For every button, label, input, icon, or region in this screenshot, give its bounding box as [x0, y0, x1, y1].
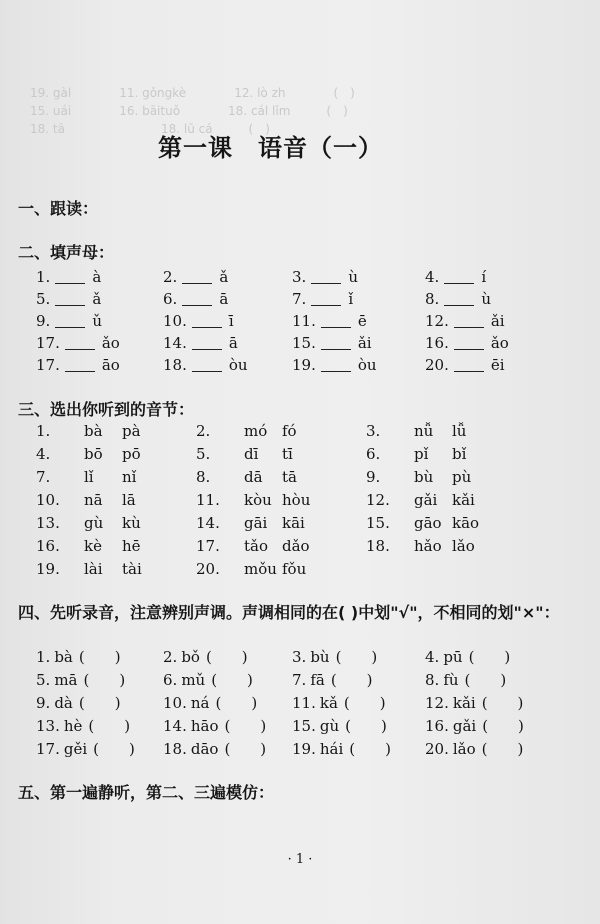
- item-number: 2.: [163, 268, 178, 286]
- answer-parentheses[interactable]: ( ): [88, 717, 131, 735]
- list-item: [163, 356, 288, 378]
- final-syllable: ǎ: [219, 268, 229, 286]
- tone-syllable: mǔ: [181, 671, 206, 689]
- section-heading-5: 五、第一遍静听，第二、三遍模仿：: [18, 783, 275, 802]
- tone-syllable: mā: [54, 671, 78, 689]
- tone-syllable: dà: [54, 694, 73, 712]
- item-number: 4.: [425, 268, 440, 286]
- item-number: 3.: [366, 422, 381, 440]
- section-heading-3: 三、选出你听到的音节：: [18, 400, 195, 419]
- syllable-option-b[interactable]: bǐ: [452, 445, 467, 463]
- syllable-option-a[interactable]: nǚ: [414, 422, 434, 440]
- syllable-option-b[interactable]: dǎo: [282, 537, 310, 555]
- item-number: 6.: [163, 290, 178, 308]
- item-number: 4.: [36, 445, 51, 463]
- list-item: [292, 715, 422, 737]
- answer-parentheses[interactable]: ( ): [343, 694, 386, 712]
- item-number: 17.: [196, 537, 220, 555]
- list-item: [425, 646, 555, 668]
- item-number: 13.: [36, 717, 60, 735]
- list-item: [36, 334, 161, 356]
- syllable-option-a[interactable]: gù: [84, 514, 104, 532]
- syllable-option-b[interactable]: lā: [122, 491, 136, 509]
- list-item: [36, 356, 161, 378]
- syllable-option-b[interactable]: fó: [282, 422, 297, 440]
- item-number: 13.: [36, 514, 60, 532]
- item-number: 1.: [36, 648, 51, 666]
- bleed-through-text: 18. tā 18. lū cá ( ): [30, 122, 270, 136]
- final-syllable: ǎi: [490, 312, 505, 330]
- list-item: [36, 268, 161, 290]
- syllable-option-a[interactable]: mǒu: [244, 560, 277, 578]
- item-number: 3.: [292, 268, 307, 286]
- answer-parentheses[interactable]: ( ): [464, 671, 507, 689]
- list-item: [36, 738, 166, 760]
- tone-syllable: hāo: [190, 717, 219, 735]
- item-number: 15.: [366, 514, 390, 532]
- answer-blank[interactable]: [311, 269, 341, 284]
- syllable-option-a[interactable]: bà: [84, 422, 103, 440]
- syllable-option-b[interactable]: kǎi: [452, 491, 475, 509]
- final-syllable: ǎi: [357, 334, 372, 352]
- item-number: 9.: [366, 468, 381, 486]
- list-item: [36, 491, 186, 513]
- list-item: [196, 514, 346, 536]
- item-number: 9.: [36, 694, 51, 712]
- tone-syllable: fù: [443, 671, 459, 689]
- answer-blank[interactable]: [454, 313, 484, 328]
- list-item: [163, 738, 293, 760]
- syllable-option-a[interactable]: dī: [244, 445, 259, 463]
- final-syllable: ǎ: [92, 290, 102, 308]
- page-title: 第一课 语音（一）: [158, 133, 383, 162]
- tone-syllable: lǎo: [452, 740, 476, 758]
- syllable-option-a[interactable]: kè: [84, 537, 102, 555]
- syllable-option-a[interactable]: gǎi: [414, 491, 438, 509]
- final-syllable: à: [92, 268, 102, 286]
- final-syllable: í: [481, 268, 487, 286]
- list-item: [292, 312, 417, 334]
- item-number: 18.: [366, 537, 390, 555]
- syllable-option-a[interactable]: gāi: [244, 514, 268, 532]
- item-number: 2.: [196, 422, 211, 440]
- list-item: [36, 537, 186, 559]
- syllable-option-b[interactable]: hòu: [282, 491, 311, 509]
- list-item: [36, 692, 166, 714]
- item-number: 4.: [425, 648, 440, 666]
- final-syllable: ǐ: [348, 290, 354, 308]
- syllable-option-a[interactable]: kòu: [244, 491, 272, 509]
- answer-parentheses[interactable]: ( ): [345, 717, 387, 735]
- syllable-option-b[interactable]: tā: [282, 468, 297, 486]
- final-syllable: ǔ: [92, 312, 102, 330]
- syllable-option-a[interactable]: hǎo: [414, 537, 442, 555]
- item-number: 12.: [425, 694, 449, 712]
- list-item: [425, 268, 550, 290]
- answer-blank[interactable]: [454, 335, 484, 350]
- page-number: · 1 ·: [287, 852, 313, 867]
- list-item: [292, 669, 422, 691]
- final-syllable: òu: [357, 356, 377, 374]
- item-number: 17.: [36, 356, 60, 374]
- list-item: [196, 560, 346, 582]
- item-number: 14.: [163, 717, 187, 735]
- answer-parentheses[interactable]: ( ): [482, 717, 524, 735]
- list-item: [196, 537, 346, 559]
- tone-syllable: bù: [310, 648, 330, 666]
- syllable-option-b[interactable]: fǒu: [282, 560, 307, 578]
- tone-syllable: gǎi: [452, 717, 477, 735]
- answer-parentheses[interactable]: ( ): [224, 717, 267, 735]
- answer-blank[interactable]: [182, 269, 212, 284]
- syllable-option-b[interactable]: kāo: [452, 514, 480, 532]
- list-item: [292, 692, 422, 714]
- list-item: [163, 312, 288, 334]
- list-item: [292, 268, 417, 290]
- list-item: [196, 468, 346, 490]
- final-syllable: ù: [348, 268, 358, 286]
- tone-syllable: fā: [310, 671, 325, 689]
- list-item: [425, 692, 555, 714]
- item-number: 9.: [36, 312, 51, 330]
- answer-parentheses[interactable]: ( ): [481, 694, 524, 712]
- list-item: [36, 715, 166, 737]
- item-number: 8.: [425, 290, 440, 308]
- syllable-option-b[interactable]: tī: [282, 445, 293, 463]
- syllable-option-b[interactable]: pō: [122, 445, 141, 463]
- syllable-option-b[interactable]: nǐ: [122, 468, 137, 486]
- list-item: [425, 356, 550, 378]
- final-syllable: ē: [357, 312, 367, 330]
- answer-blank[interactable]: [192, 357, 222, 372]
- item-number: 15.: [292, 717, 316, 735]
- list-item: [366, 491, 516, 513]
- item-number: 5.: [196, 445, 211, 463]
- item-number: 16.: [425, 334, 449, 352]
- list-item: [425, 715, 555, 737]
- tone-syllable: bǒ: [181, 648, 200, 666]
- list-item: [36, 646, 166, 668]
- item-number: 11.: [292, 694, 316, 712]
- answer-parentheses[interactable]: ( ): [78, 694, 121, 712]
- answer-blank[interactable]: [321, 357, 351, 372]
- syllable-option-b[interactable]: kāi: [282, 514, 305, 532]
- list-item: [36, 560, 186, 582]
- answer-blank[interactable]: [182, 291, 212, 306]
- answer-blank[interactable]: [311, 291, 341, 306]
- list-item: [163, 268, 288, 290]
- item-number: 7.: [36, 468, 51, 486]
- syllable-option-a[interactable]: lài: [84, 560, 103, 578]
- final-syllable: ēi: [490, 356, 505, 374]
- answer-parentheses[interactable]: ( ): [330, 671, 373, 689]
- list-item: [292, 290, 417, 312]
- item-number: 1.: [36, 268, 51, 286]
- tone-syllable: kǎi: [452, 694, 476, 712]
- section-heading-1: 一、跟读：: [18, 199, 99, 218]
- list-item: [425, 334, 550, 356]
- list-item: [425, 290, 550, 312]
- final-syllable: ǎo: [101, 334, 120, 352]
- list-item: [196, 445, 346, 467]
- syllable-option-a[interactable]: nā: [84, 491, 103, 509]
- item-number: 3.: [292, 648, 307, 666]
- item-number: 20.: [196, 560, 220, 578]
- syllable-option-b[interactable]: kù: [122, 514, 141, 532]
- tone-syllable: gù: [319, 717, 340, 735]
- syllable-option-b[interactable]: hē: [122, 537, 141, 555]
- final-syllable: òu: [228, 356, 248, 374]
- answer-blank[interactable]: [321, 335, 351, 350]
- item-number: 14.: [163, 334, 187, 352]
- list-item: [366, 468, 516, 490]
- item-number: 10.: [163, 694, 187, 712]
- item-number: 14.: [196, 514, 220, 532]
- item-number: 16.: [425, 717, 449, 735]
- answer-parentheses[interactable]: ( ): [93, 740, 135, 758]
- syllable-option-a[interactable]: dā: [244, 468, 263, 486]
- syllable-option-b[interactable]: pù: [452, 468, 472, 486]
- item-number: 15.: [292, 334, 316, 352]
- list-item: [163, 646, 293, 668]
- syllable-option-a[interactable]: lǐ: [84, 468, 94, 486]
- syllable-option-a[interactable]: gāo: [414, 514, 442, 532]
- list-item: [196, 491, 346, 513]
- tone-syllable: gěi: [63, 740, 88, 758]
- bleed-through-text: 19. gàl 11. gǒngkè 12. lò zh ( ): [30, 86, 355, 100]
- list-item: [163, 715, 293, 737]
- item-number: 19.: [292, 356, 316, 374]
- list-item: [163, 290, 288, 312]
- answer-parentheses[interactable]: ( ): [83, 671, 126, 689]
- answer-parentheses[interactable]: ( ): [349, 740, 391, 758]
- item-number: 17.: [36, 334, 60, 352]
- answer-parentheses[interactable]: ( ): [335, 648, 378, 666]
- syllable-option-b[interactable]: lǎo: [452, 537, 475, 555]
- answer-parentheses[interactable]: ( ): [78, 648, 121, 666]
- list-item: [163, 334, 288, 356]
- syllable-option-b[interactable]: tài: [122, 560, 142, 578]
- item-number: 10.: [36, 491, 60, 509]
- list-item: [36, 290, 161, 312]
- answer-blank[interactable]: [444, 269, 474, 284]
- tone-syllable: hái: [319, 740, 344, 758]
- answer-blank[interactable]: [321, 313, 351, 328]
- item-number: 8.: [425, 671, 440, 689]
- answer-blank[interactable]: [444, 291, 474, 306]
- answer-blank[interactable]: [55, 313, 85, 328]
- list-item: [366, 445, 516, 467]
- final-syllable: ù: [481, 290, 491, 308]
- item-number: 18.: [163, 740, 187, 758]
- item-number: 5.: [36, 290, 51, 308]
- list-item: [366, 514, 516, 536]
- list-item: [425, 669, 555, 691]
- list-item: [36, 445, 186, 467]
- answer-parentheses[interactable]: ( ): [215, 694, 258, 712]
- answer-parentheses[interactable]: ( ): [481, 740, 524, 758]
- tone-syllable: hè: [63, 717, 83, 735]
- item-number: 16.: [36, 537, 60, 555]
- item-number: 12.: [366, 491, 390, 509]
- syllable-option-b[interactable]: pà: [122, 422, 141, 440]
- bleed-through-text: 15. uái 16. bāituǒ 18. cál lǐm ( ): [30, 104, 348, 118]
- syllable-option-b[interactable]: lǚ: [452, 422, 467, 440]
- tone-syllable: kǎ: [319, 694, 338, 712]
- item-number: 6.: [366, 445, 381, 463]
- list-item: [366, 422, 516, 444]
- item-number: 7.: [292, 671, 307, 689]
- answer-parentheses[interactable]: ( ): [468, 648, 511, 666]
- item-number: 20.: [425, 356, 449, 374]
- list-item: [292, 646, 422, 668]
- item-number: 19.: [292, 740, 316, 758]
- tone-syllable: ná: [190, 694, 210, 712]
- syllable-option-a[interactable]: tǎo: [244, 537, 269, 555]
- tone-syllable: dāo: [190, 740, 219, 758]
- syllable-option-a[interactable]: mó: [244, 422, 268, 440]
- answer-parentheses[interactable]: ( ): [211, 671, 253, 689]
- item-number: 1.: [36, 422, 51, 440]
- final-syllable: ā: [228, 334, 238, 352]
- tone-syllable: bà: [54, 648, 73, 666]
- section-heading-2: 二、填声母：: [18, 243, 115, 262]
- answer-blank[interactable]: [55, 291, 85, 306]
- list-item: [292, 356, 417, 378]
- item-number: 11.: [292, 312, 316, 330]
- final-syllable: ǎo: [490, 334, 509, 352]
- answer-blank[interactable]: [192, 313, 222, 328]
- syllable-option-a[interactable]: bō: [84, 445, 103, 463]
- list-item: [163, 669, 293, 691]
- answer-blank[interactable]: [55, 269, 85, 284]
- syllable-option-a[interactable]: pǐ: [414, 445, 429, 463]
- answer-parentheses[interactable]: ( ): [205, 648, 248, 666]
- answer-blank[interactable]: [192, 335, 222, 350]
- item-number: 7.: [292, 290, 307, 308]
- answer-blank[interactable]: [454, 357, 484, 372]
- item-number: 5.: [36, 671, 51, 689]
- section-heading-4: 四、先听录音，注意辨别声调。声调相同的在( )中划"√"，不相同的划"×"：: [18, 603, 560, 622]
- item-number: 6.: [163, 671, 178, 689]
- list-item: [36, 312, 161, 334]
- list-item: [36, 514, 186, 536]
- item-number: 10.: [163, 312, 187, 330]
- list-item: [292, 334, 417, 356]
- list-item: [292, 738, 422, 760]
- list-item: [196, 422, 346, 444]
- item-number: 2.: [163, 648, 178, 666]
- list-item: [425, 312, 550, 334]
- list-item: [36, 669, 166, 691]
- syllable-option-a[interactable]: bù: [414, 468, 434, 486]
- item-number: 11.: [196, 491, 220, 509]
- answer-blank[interactable]: [65, 357, 95, 372]
- answer-blank[interactable]: [65, 335, 95, 350]
- item-number: 12.: [425, 312, 449, 330]
- item-number: 20.: [425, 740, 449, 758]
- item-number: 8.: [196, 468, 211, 486]
- list-item: [425, 738, 555, 760]
- item-number: 17.: [36, 740, 60, 758]
- list-item: [366, 537, 516, 559]
- list-item: [163, 692, 293, 714]
- list-item: [36, 468, 186, 490]
- item-number: 19.: [36, 560, 60, 578]
- final-syllable: āo: [101, 356, 120, 374]
- tone-syllable: pū: [443, 648, 463, 666]
- item-number: 18.: [163, 356, 187, 374]
- final-syllable: ī: [228, 312, 234, 330]
- answer-parentheses[interactable]: ( ): [224, 740, 267, 758]
- list-item: [36, 422, 186, 444]
- final-syllable: ā: [219, 290, 229, 308]
